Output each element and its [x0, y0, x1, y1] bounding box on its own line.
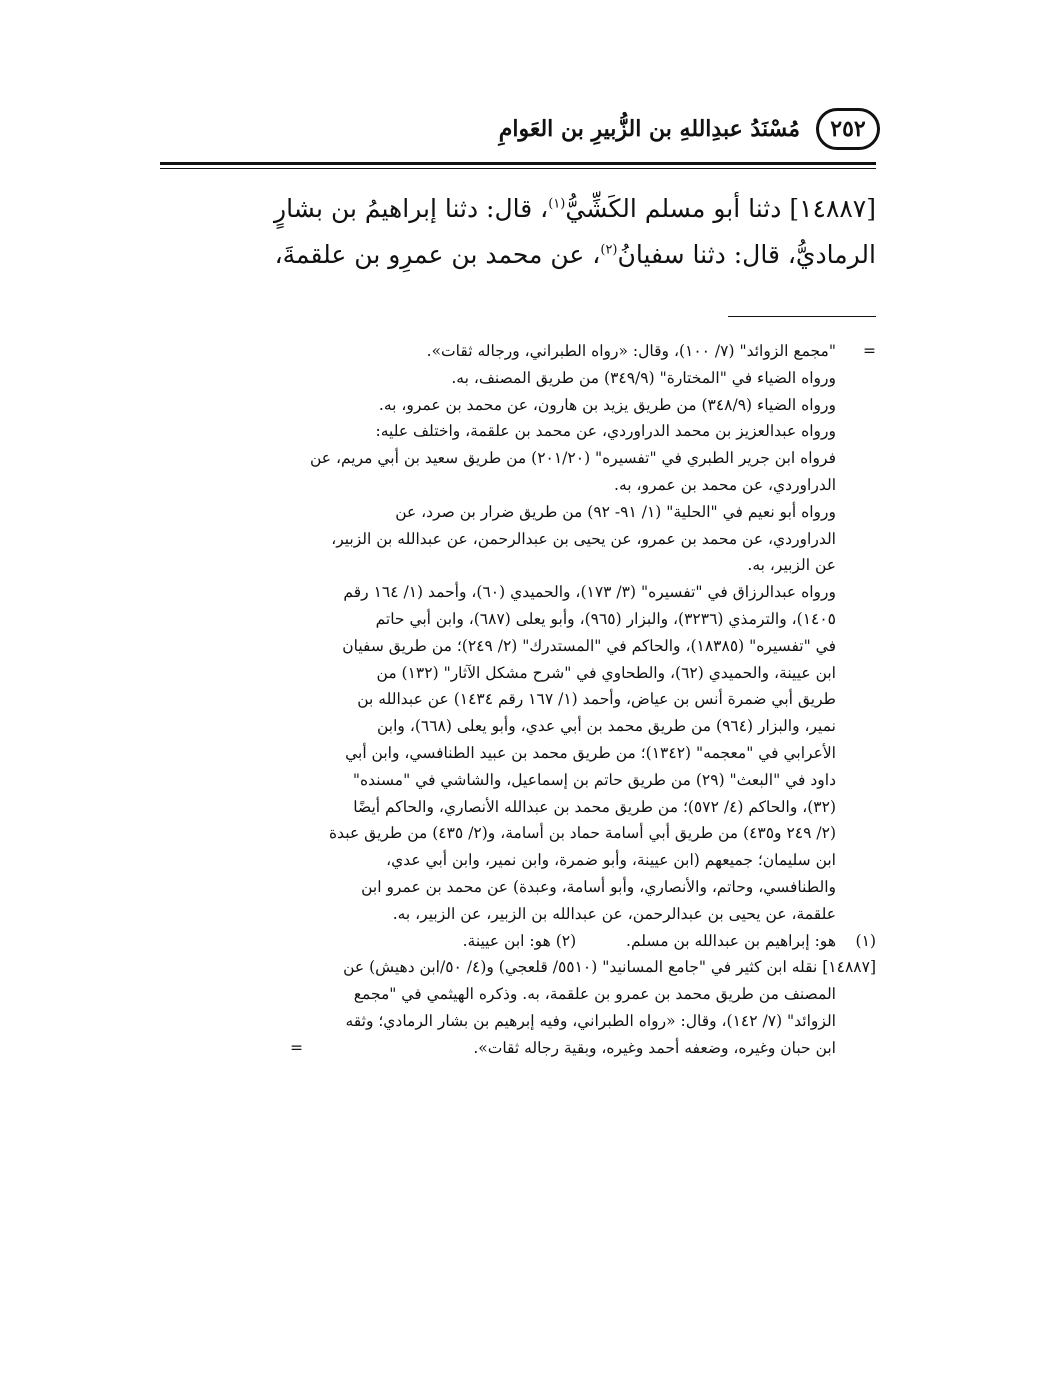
end-continuation-mark: =: [290, 1038, 303, 1057]
takhrij-line-4: ابن حبان وغيره، وضعفه أحمد وغيره، وبقية رجاله ثقات». =: [160, 1035, 876, 1062]
takhrij-line-1: [١٤٨٨٧] نقله ابن كثير في "جامع المسانيد" (٥٥١٠/ قلعجي) و(٤/ ٥٠/ابن دهيش) عن: [343, 958, 876, 977]
takhrij-line-2: المصنف من طريق محمد بن عمرو بن علقمة، به. وذكره الهيثمي في "مجمع: [353, 985, 836, 1004]
footnote-ref-2: (٢): [600, 242, 618, 258]
continuation-line: ورواه الضياء (٣٤٨/٩) من طريق يزيد بن هارون، عن محمد بن عمرو، به.: [378, 395, 836, 414]
takhrij-line-3: الزوائد" (٧/ ١٤٢)، وقال: «رواه الطبراني، وفيه إبرهيم بن بشار الرمادي؛ وثقه: [345, 1011, 836, 1030]
footnote-2-text: هو: ابن عيينة.: [462, 931, 551, 950]
continuation-line: عن الزبير، به.: [747, 556, 836, 575]
continuation-line: ورواه الضياء في "المختارة" (٣٤٩/٩) من طريق المصنف، به.: [451, 368, 836, 387]
running-title: مُسْنَدُ عبدِاللهِ بن الزُّبيرِ بن العَوامِ: [498, 116, 800, 142]
continuation-line: ورواه عبدالعزيز بن محمد الدراوردي، عن محمد بن علقمة، واختلف عليه:: [375, 422, 836, 441]
footnote-1-text: هو: إبراهيم بن عبدالله بن مسلم.: [626, 931, 836, 950]
hadith-text: [160, 186, 876, 278]
continuation-line: ورواه عبدالرزاق في "تفسيره" (٣/ ١٧٣)، والحميدي (٦٠)، وأحمد (١/ ١٦٤ رقم: [343, 583, 836, 602]
continuation-line: ابن عيينة، والحميدي (٦٢)، والطحاوي في "شرح مشكل الآثار" (١٣٢) من: [376, 663, 836, 682]
header-rule-thin: [160, 168, 876, 169]
continuation-line: الدراوردي، عن محمد بن عمرو، عن يحيى بن عبدالرحمن، عن عبدالله بن الزبير،: [331, 529, 836, 548]
continuation-line: الأعرابي في "معجمه" (١٣٤٢)؛ من طريق محمد بن عبيد الطنافسي، وابن أبي: [345, 743, 836, 762]
page-number: ٢٥٢: [816, 108, 880, 150]
continuation-line: داود في "البعث" (٢٩) من طريق حاتم بن إسماعيل، والشاشي في "مسنده": [352, 770, 836, 789]
footnote-row-numbered: [160, 928, 876, 955]
continuation-line: في "تفسيره" (١٨٣٨٥)، والحاكم في "المستدرك" (٢/ ٢٤٩)؛ من طريق سفيان: [342, 636, 836, 655]
continuation-line: ورواه أبو نعيم في "الحلية" (١/ ٩١- ٩٢) من طريق ضرار بن صرد، عن: [395, 502, 836, 521]
continuation-line: فرواه ابن جرير الطبري في "تفسيره" (٢٠١/٢٠) من طريق سعيد بن أبي مريم، عن: [309, 449, 836, 468]
continuation-line: (٢/ ٢٤٩ و٤٣٥) من طريق أبي أسامة حماد بن أسامة، و(٢/ ٤٣٥) من طريق عبدة: [329, 824, 836, 843]
continuation-line: ابن سليمان؛ جميعهم (ابن عيينة، وأبو ضمرة، وابن نمير، وابن أبي عدي،: [386, 851, 836, 870]
continuation-line: الدراوردي، عن محمد بن عمرو، به.: [614, 475, 836, 494]
takhrij-note: [160, 954, 876, 1061]
takhrij-mark: [١٤٨٨٧]: [822, 958, 876, 977]
continuation-line: علقمة، عن يحيى بن عبدالرحمن، عن عبدالله بن الزبير، عن الزبير، به.: [392, 904, 836, 923]
continuation-line: (٣٢)، والحاكم (٤/ ٥٧٢)؛ من طريق محمد بن عبدالله الأنصاري، والحاكم أيضًا: [353, 797, 836, 816]
footnote-1-mark: (١): [855, 931, 876, 950]
footnote-ref-1: (١): [548, 196, 566, 212]
continuation-mark: =: [863, 342, 876, 360]
hadith-line-2: الرماديُّ، قال: دثنا سفيانُ$^{(٢)}$، عن محمد بن عمرِو بن علقمةَ،: [274, 240, 876, 269]
footnote-2-mark: (٢): [555, 931, 577, 950]
footnote-separator: [728, 316, 876, 317]
continuation-line: "مجمع الزوائد" (٧/ ١٠٠)، وقال: «رواه الطبراني، ورجاله ثقات».: [426, 342, 836, 360]
continuation-line: نمير، والبزار (٩٦٤) من طريق محمد بن أبي عدي، وأبو يعلى (٦٦٨)، وابن: [376, 717, 836, 736]
continuation-line: ١٤٠٥)، والترمذي (٣٢٣٦)، والبزار (٩٦٥)، وأبو يعلى (٦٨٧)، وابن أبي حاتم: [375, 609, 836, 628]
continuation-body: [160, 338, 836, 928]
header-rule-thick: [160, 162, 876, 165]
footnotes: [160, 338, 876, 1062]
continuation-line: طريق أبي ضمرة أنس بن عياض، وأحمد (١/ ١٦٧ رقم ١٤٣٤) عن عبدالله بن: [357, 690, 836, 709]
continuation-line: والطنافسي، وحاتم، والأنصاري، وأبو أسامة، وعبدة) عن محمد بن عمرو ابن: [361, 877, 836, 896]
hadith-line-1: [١٤٨٨٧] دثنا أبو مسلم الكَشِّيُّ$^{(١)}$، قال: دثنا إبراهيمُ بن بشارٍ: [274, 194, 876, 223]
footnote-continuation: [160, 338, 876, 928]
running-header: [160, 104, 880, 154]
